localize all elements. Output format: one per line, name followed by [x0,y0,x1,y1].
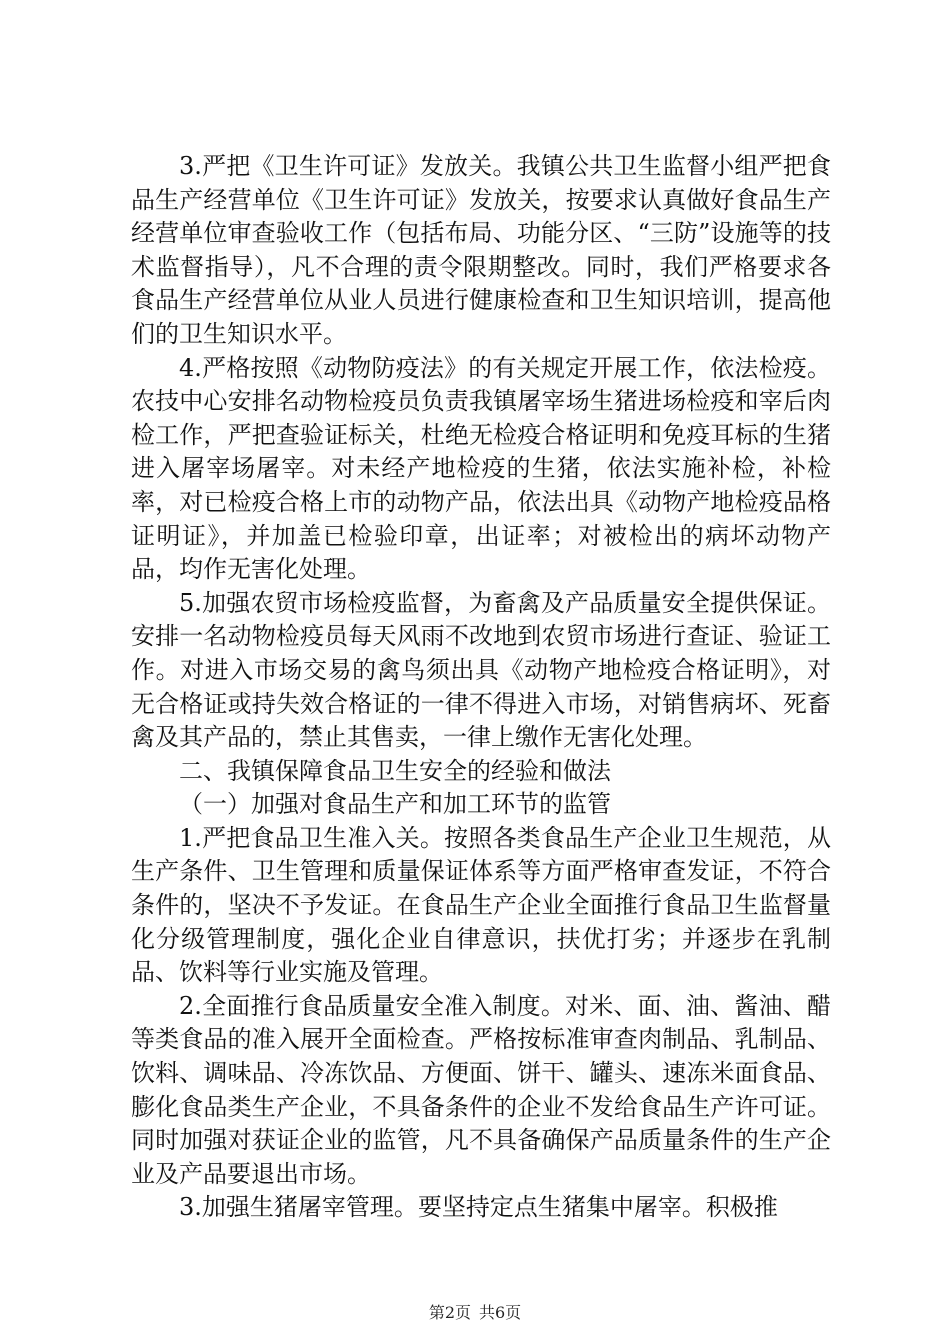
paragraph-quality-access: 2.全面推行食品质量安全准入制度。对米、面、油、酱油、醋等类食品的准入展开全面检查。严格按标准审查肉制品、乳制品、饮料、调味品、冷冻饮品、方便面、饼干、罐头、速冻米面食品、膨化食品类生产企业，不具备条件的企业不发给食品生产许可证。同时加强对获证企业的监管，凡不具备确保产品质量条件的生产企业及产品要退出市场。 [131,991,831,1188]
paragraph-market-supervision: 5.加强农贸市场检疫监督，为畜禽及产品质量安全提供保证。安排一名动物检疫员每天风雨不改地到农贸市场进行查证、验证工作。对进入市场交易的禽鸟须出具《动物产地检疫合格证明》，对无合格证或持失效合格证的一律不得进入市场，对销售病坏、死畜禽及其产品的，禁止其售卖，一律上缴作无害化处理。 [131,588,831,752]
page-total: 共6页 [479,1303,522,1322]
section-heading: 二、我镇保障食品卫生安全的经验和做法 [179,756,611,785]
paragraph-quarantine-law: 4.严格按照《动物防疫法》的有关规定开展工作，依法检疫。农技中心安排名动物检疫员负责我镇屠宰场生猪进场检疫和宰后肉检工作，严把查验证标关，杜绝无检疫合格证明和免疫耳标的生猪进入屠宰场屠宰。对未经产地检疫的生猪，依法实施补检，补检率，对已检疫合格上市的动物产品，依法出具《动物产地检疫品格证明证》，并加盖已检验印章，出证率；对被检出的病坏动物产品，均作无害化处理。 [131,353,831,584]
page-footer [0,1300,950,1323]
paragraph-slaughter-management: 3.加强生猪屠宰管理。要坚持定点生猪集中屠宰。积极推 [179,1193,778,1222]
paragraph-permit: 3.严把《卫生许可证》发放关。我镇公共卫生监督小组严把食品生产经营单位《卫生许可证》发放关，按要求认真做好食品生产经营单位审查验收工作（包括布局、功能分区、“三防”设施等的技术监督指导），凡不合理的责令限期整改。同时，我们严格要求各食品生产经营单位从业人员进行健康检查和卫生知识培训，提高他们的卫生知识水平。 [131,152,831,348]
document-body [131,150,831,1225]
page-number: 第2页 [428,1303,471,1322]
subsection-heading: （一）加强对食品生产和加工环节的监管 [179,790,611,819]
paragraph-hygiene-access: 1.严把食品卫生准入关。按照各类食品生产企业卫生规范，从生产条件、卫生管理和质量保证体系等方面严格审查发证，不符合条件的，坚决不予发证。在食品生产企业全面推行食品卫生监督量化分级管理制度，强化企业自律意识，扶优打劣；并逐步在乳制品、饮料等行业实施及管理。 [131,823,831,987]
